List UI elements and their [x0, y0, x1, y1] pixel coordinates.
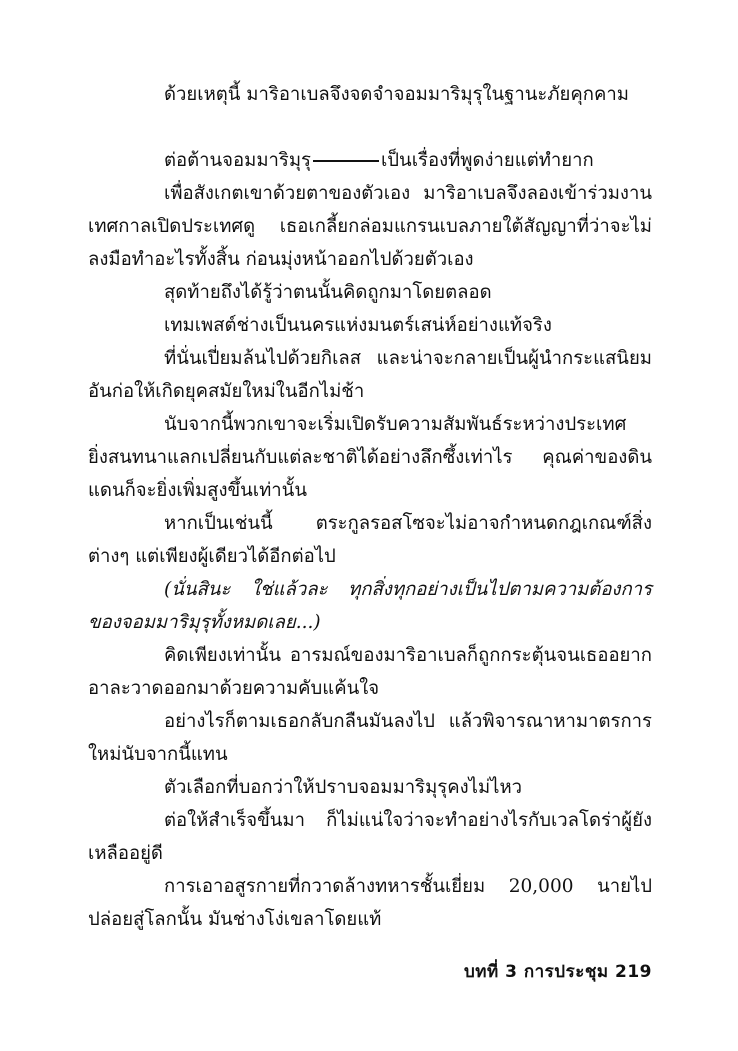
paragraph-with-dash	[88, 144, 652, 177]
paragraph: ที่นั่นเปี่ยมล้นไปด้วยกิเลส และน่าจะกลายเป็นผู้นำกระแสนิยมอันก่อให้เกิดยุคสมัยใหม่ในอีกไม่ช้า	[88, 348, 652, 402]
paragraph: เพื่อสังเกตเขาด้วยตาของตัวเอง มาริอาเบลจึงลองเข้าร่วมงานเทศกาลเปิดประเทศดู เธอเกลี้ยกล่อมแกรนเบลภายใต้สัญญาที่ว่าจะไม่ลงมือทำอะไรทั้งสิ้น ก่อนมุ่งหน้าออกไปด้วยตัวเอง	[88, 183, 652, 270]
page-body	[88, 78, 652, 936]
page-footer: บทที่ 3 การประชุม 219	[463, 962, 652, 982]
paragraph: นับจากนี้พวกเขาจะเริ่มเปิดรับความสัมพันธ์ระหว่างประเทศ ยิ่งสนทนาแลกเปลี่ยนกับแต่ละชาติได้อย่างลึกซึ้งเท่าไร คุณค่าของดินแดนก็จะยิ่งเพิ่มสูงขึ้นเท่านั้น	[88, 414, 652, 501]
paragraph: เทมเพสต์ช่างเป็นนครแห่งมนตร์เสน่ห์อย่างแท้จริง	[164, 315, 552, 336]
italic-thought-paragraph: (นั่นสินะ ใช่แล้วละ ทุกสิ่งทุกอย่างเป็นไปตามความต้องการของจอมมาริมุรุทั้งหมดเลย...)	[88, 579, 652, 633]
paragraph: อย่างไรก็ตามเธอกลับกลืนมันลงไป แล้วพิจารณาหามาตรการใหม่นับจากนี้แทน	[88, 711, 652, 765]
paragraph: คิดเพียงเท่านั้น อารมณ์ของมาริอาเบลก็ถูกกระตุ้นจนเธออยากอาละวาดออกมาด้วยความคับแค้นใจ	[88, 645, 652, 699]
paragraph: สุดท้ายถึงได้รู้ว่าตนนั้นคิดถูกมาโดยตลอด	[164, 282, 492, 303]
paragraph: ต่อให้สำเร็จขึ้นมา ก็ไม่แน่ใจว่าจะทำอย่างไรกับเวลโดร่าผู้ยังเหลืออยู่ดี	[88, 810, 652, 864]
paragraph-lead: ต่อต้านจอมมาริมุรุ	[164, 150, 311, 171]
paragraph: หากเป็นเช่นนี้ ตระกูลรอสโซจะไม่อาจกำหนดกฎเกณฑ์สิ่งต่างๆ แต่เพียงผู้เดียวได้อีกต่อไป	[88, 513, 652, 567]
em-dash-rule	[313, 160, 379, 162]
paragraph: ด้วยเหตุนี้ มาริอาเบลจึงจดจำจอมมาริมุรุในฐานะภัยคุกคาม	[164, 84, 629, 105]
paragraph: การเอาอสูรกายที่กวาดล้างทหารชั้นเยี่ยม 20,000 นายไปปล่อยสู่โลกนั้น มันช่างโง่เขลาโดยแท้	[88, 876, 652, 930]
paragraph-rest: เป็นเรื่องที่พูดง่ายแต่ทำยาก	[380, 150, 594, 171]
paragraph: ตัวเลือกที่บอกว่าให้ปราบจอมมาริมุรุคงไม่ไหว	[164, 777, 523, 798]
